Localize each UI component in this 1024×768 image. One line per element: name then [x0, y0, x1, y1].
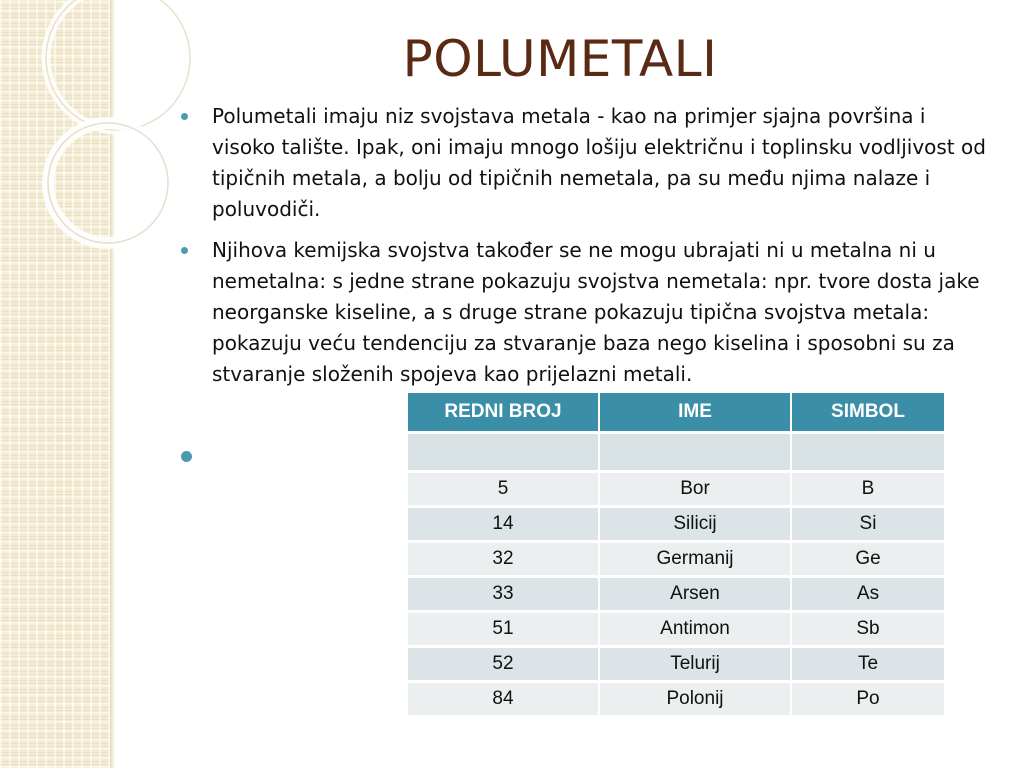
- cell-symbol: B: [791, 472, 944, 507]
- cell-symbol: Te: [791, 647, 944, 682]
- table-row: [408, 577, 944, 612]
- cell-number: 84: [408, 682, 599, 716]
- decorative-rings-icon: [0, 0, 200, 260]
- metalloids-table: [408, 393, 944, 715]
- slide-title: POLUMETALI: [402, 30, 718, 88]
- cell-symbol: Si: [791, 507, 944, 542]
- cell-name: Germanij: [599, 542, 791, 577]
- bullet-dot-icon: [181, 247, 188, 254]
- table-row: [408, 682, 944, 716]
- column-header-number: REDNI BROJ: [408, 393, 599, 433]
- bullet-text: Polumetali imaju niz svojstava metala - kao na primjer sjajna površina i visoko talište. Ipak, oni imaju mnogo lošiju električnu i toplinsku vodljivost od tipičnih metala, a bolju od tipičnih nemetala, pa su među njima nalaze i poluvodiči.: [212, 104, 986, 221]
- empty-bullet-dot-icon: [181, 451, 192, 462]
- cell-number: 5: [408, 472, 599, 507]
- bullet-dot-icon: [181, 113, 188, 120]
- table-row: [408, 612, 944, 647]
- cell-name: Bor: [599, 472, 791, 507]
- cell-number: 14: [408, 507, 599, 542]
- column-header-symbol: SIMBOL: [791, 393, 944, 433]
- table-row: [408, 507, 944, 542]
- cell-name: Polonij: [599, 682, 791, 716]
- cell-symbol: Po: [791, 682, 944, 716]
- cell-number: 33: [408, 577, 599, 612]
- cell-number: 52: [408, 647, 599, 682]
- cell-number: 32: [408, 542, 599, 577]
- table-cell: [408, 433, 599, 472]
- bullet-list: [178, 101, 993, 400]
- table-row-empty: [408, 433, 944, 472]
- cell-name: Telurij: [599, 647, 791, 682]
- table-row: [408, 472, 944, 507]
- table-cell: [791, 433, 944, 472]
- table-row: [408, 542, 944, 577]
- bullet-item: [178, 235, 993, 390]
- table-header-row: [408, 393, 944, 433]
- cell-name: Arsen: [599, 577, 791, 612]
- cell-number: 51: [408, 612, 599, 647]
- bullet-item: [178, 101, 993, 225]
- cell-symbol: Sb: [791, 612, 944, 647]
- column-header-name: IME: [599, 393, 791, 433]
- table-row: [408, 647, 944, 682]
- cell-symbol: As: [791, 577, 944, 612]
- cell-symbol: Ge: [791, 542, 944, 577]
- table-cell: [599, 433, 791, 472]
- cell-name: Antimon: [599, 612, 791, 647]
- bullet-text: Njihova kemijska svojstva također se ne mogu ubrajati ni u metalna ni u nemetalna: s jedne strane pokazuju svojstva nemetala: npr. tvore dosta jake neorganske kiseline, a s druge strane pokazuju tipična svojstva metala: pokazuju veću tendenciju za stvaranje baza nego kiselina i sposobni su za stvaranje složenih spojeva kao prijelazni metali.: [212, 238, 980, 386]
- cell-name: Silicij: [599, 507, 791, 542]
